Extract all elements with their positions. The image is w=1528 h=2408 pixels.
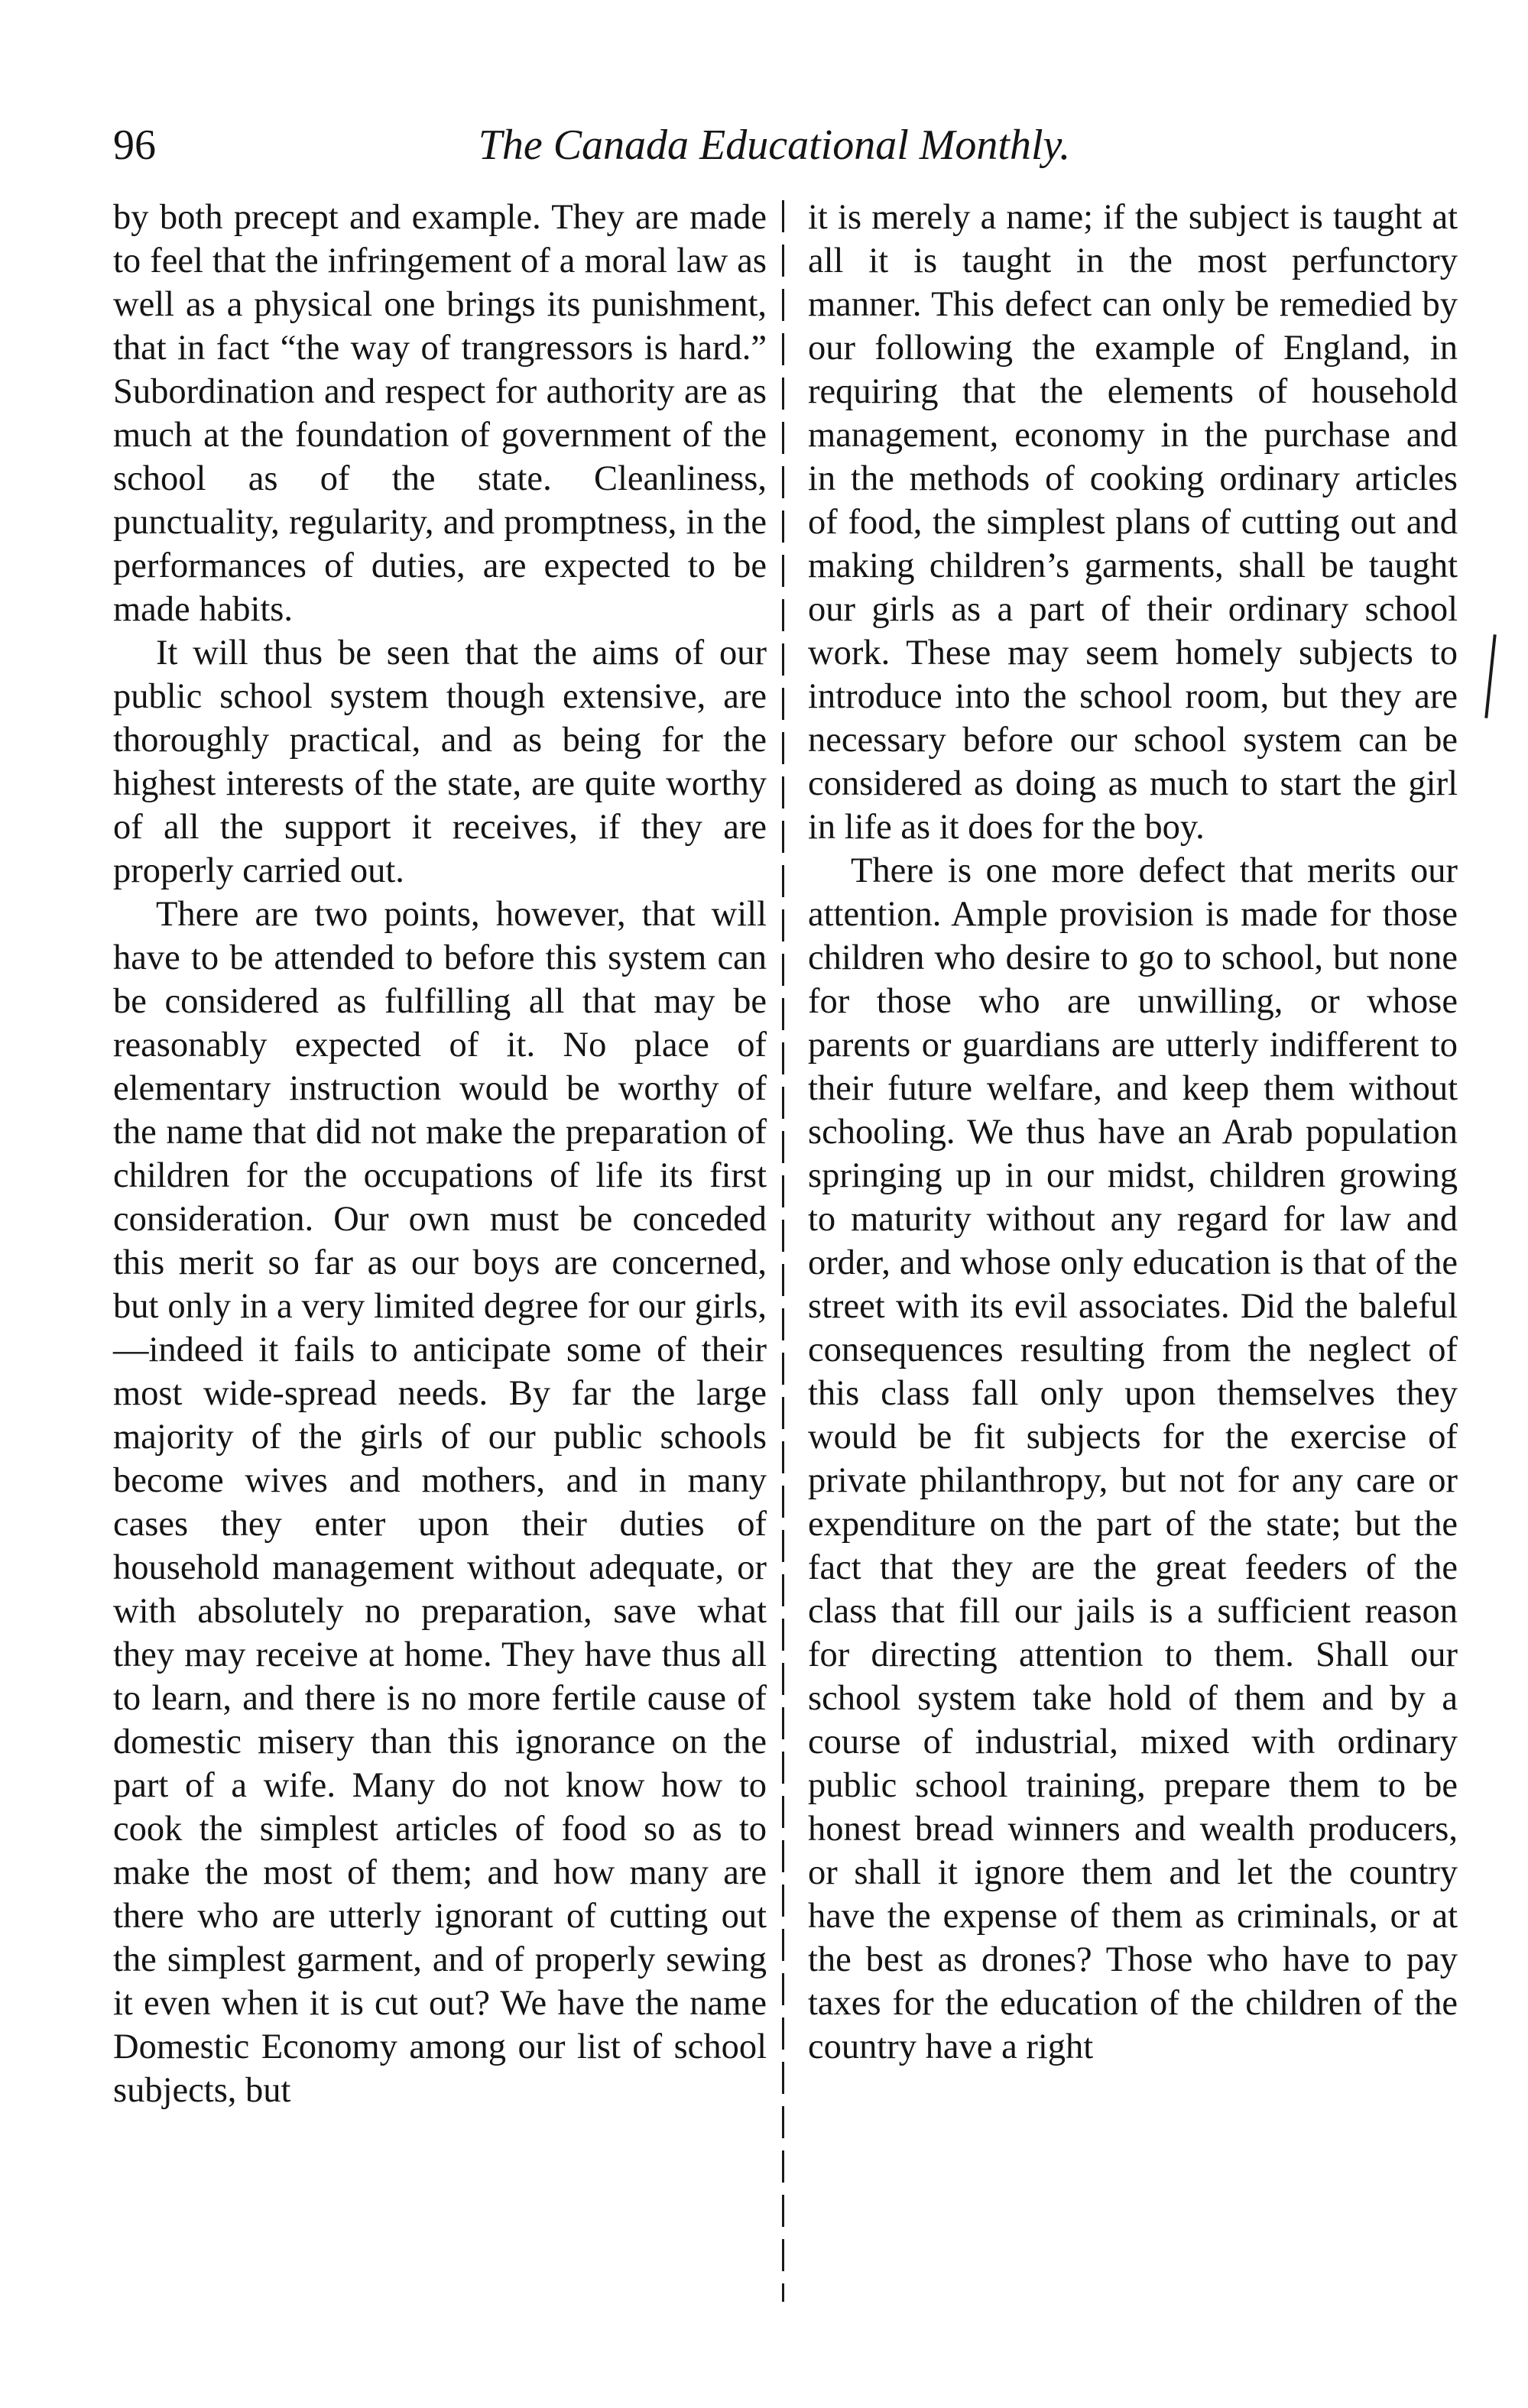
right-column bbox=[808, 196, 1458, 2069]
right-paragraph-1: it is merely a name; if the subject is taught at all it is taught in the most perfunctory manner. This defect can only be remedied by our following the example of England, in requiring that the elements of household management, economy in the purchase and in the methods of cooking ordinary articles of food, the simplest plans of cutting out and making children’s garments, shall be taught our girls as a part of their ordinary school work. These may seem homely subjects to introduce into the school room, but they are necessary before our school system can be considered as doing as much to start the girl in life as it does for the boy. bbox=[808, 198, 1458, 847]
page-header bbox=[113, 115, 1413, 176]
page-number: 96 bbox=[113, 122, 156, 169]
left-paragraph-1: by both precept and example. They are made to feel that the infringement of a moral law as well as a physical one brings its punishment, that in fact “the way of trangressors is hard.” Subordination and respect for authority are as much at the foundation of government of the school as of the state. Cleanliness, punctuality, regularity, and promptness, in the performances of duties, are expected to be made habits. bbox=[113, 198, 767, 629]
margin-mark bbox=[1484, 634, 1496, 718]
left-column bbox=[113, 196, 767, 2112]
column-divider bbox=[782, 200, 784, 2302]
left-paragraph-2: It will thus be seen that the aims of our public school system though extensive, are thoroughly practical, and as being for the highest interests of the state, are quite worthy of all the support it receives, if they are properly carried out. bbox=[113, 634, 767, 890]
right-paragraph-2: There is one more defect that merits our attention. Ample provision is made for those children who desire to go to school, but none for those who are unwilling, or whose parents or guardians are utterly indifferent to their future welfare, and keep them without schooling. We thus have an Arab population springing up in our midst, children growing to maturity without any regard for law and order, and whose only education is that of the street with its evil associates. Did the baleful consequences resulting from the neglect of this class fall only upon themselves they would be fit subjects for the exercise of private philanthropy, but not for any care or expenditure on the part of the state; but the fact that they are the great feeders of the class that fill our jails is a sufficient reason for directing attention to them. Shall our school system take hold of them and by a course of industrial, mixed with ordinary public school training, prepare them to be honest bread winners and wealth producers, or shall it ignore them and let the country have the expense of them as criminals, or at the best as drones? Those who have to pay taxes for the education of the children of the country have a right bbox=[808, 851, 1458, 2066]
running-title: The Canada Educational Monthly. bbox=[478, 122, 1071, 169]
left-paragraph-3: There are two points, however, that will have to be attended to before this system can be considered as fulfilling all that may be reasonably expected of it. No place of elementary instruction would be worthy of the name that did not make the preparation of children for the occupations of life its first consideration. Our own must be conceded this merit so far as our boys are concerned, but only in a very limited degree for our girls,—indeed it fails to anticipate some of their most wide-spread needs. By far the large majority of the girls of our public schools become wives and mothers, and in many cases they enter upon their duties of household management without adequate, or with absolutely no preparation, save what they may receive at home. They have thus all to learn, and there is no more fertile cause of domestic misery than this ignorance on the part of a wife. Many do not know how to cook the simplest articles of food so as to make the most of them; and how many are there who are utterly ignorant of cutting out the simplest garment, and of properly sewing it even when it is cut out? We have the name Domestic Economy among our list of school subjects, but bbox=[113, 895, 767, 2110]
